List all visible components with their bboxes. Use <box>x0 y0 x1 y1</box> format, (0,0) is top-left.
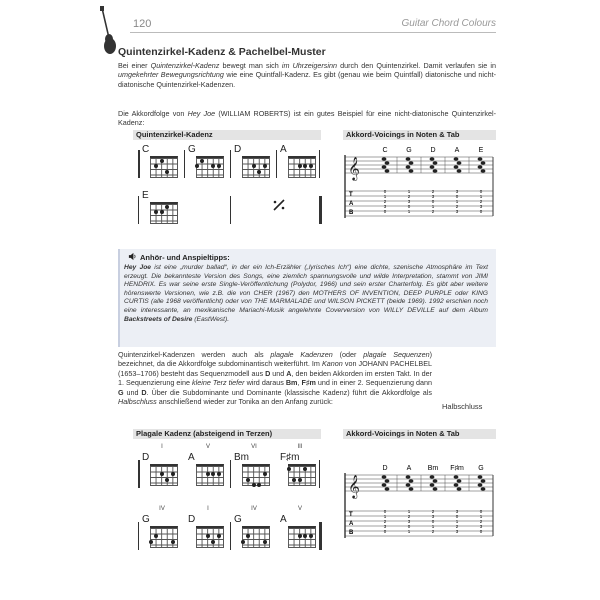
note-head <box>409 487 414 491</box>
tab-number: 1 <box>431 204 435 209</box>
roman-numeral: IV <box>159 506 165 512</box>
tab-number: 2 <box>479 199 483 204</box>
staff <box>345 475 493 536</box>
chord-diagram <box>142 506 182 548</box>
tab-number: 1 <box>431 524 435 529</box>
note-head <box>454 165 459 169</box>
note-head <box>478 157 483 161</box>
tab-letter: T <box>349 512 353 518</box>
tab-number: 3 <box>455 529 459 534</box>
tab-number: 3 <box>407 199 411 204</box>
chord-name: D <box>188 514 196 525</box>
note-head <box>454 483 459 487</box>
note-head <box>457 487 462 491</box>
chord-grid-header-2: Plagale Kadenz (absteigend in Terzen) <box>133 429 321 439</box>
fretboard <box>242 464 270 486</box>
note-head <box>433 161 438 165</box>
note-head <box>385 479 390 483</box>
tab-number: 3 <box>431 514 435 519</box>
fretboard <box>242 526 270 548</box>
tab-letter: A <box>349 201 354 207</box>
tab-letter: B <box>349 210 354 216</box>
note-head <box>382 157 387 161</box>
chord-name: E <box>142 190 149 201</box>
chord-diagram <box>280 444 320 486</box>
tab-number: 0 <box>479 209 483 214</box>
note-head <box>457 169 462 173</box>
note-head <box>478 165 483 169</box>
tab-number: 2 <box>431 509 435 514</box>
notation-chord-label: A <box>454 147 460 154</box>
chord-diagram <box>142 444 182 486</box>
fretboard <box>150 156 178 178</box>
fretboard <box>196 156 224 178</box>
chord-name: Bm <box>234 452 249 463</box>
notation-tab-2 <box>343 461 496 549</box>
chord-name: G <box>142 514 150 525</box>
tab-number: 1 <box>383 194 387 199</box>
notation-chord-label: C <box>382 147 388 154</box>
tab-number: 0 <box>431 199 435 204</box>
fretboard <box>288 526 316 548</box>
chord-name: A <box>188 452 195 463</box>
chord-diagram <box>234 444 274 486</box>
chord-row-1 <box>138 144 320 178</box>
tab-number: 1 <box>479 194 483 199</box>
tab-number: 3 <box>455 509 459 514</box>
chord-diagram <box>188 144 228 178</box>
tab-number: 3 <box>431 194 435 199</box>
tab-number: 1 <box>455 199 459 204</box>
note-head <box>382 165 387 169</box>
note-head <box>433 169 438 173</box>
roman-numeral: III <box>297 444 303 450</box>
guitar-icon <box>98 6 116 56</box>
tab-number: 0 <box>383 209 387 214</box>
notation-chord-label: E <box>478 147 484 154</box>
chord-diagram <box>188 444 228 486</box>
note-head <box>478 475 483 479</box>
chord-row-2 <box>138 190 320 224</box>
note-head <box>433 479 438 483</box>
roman-numeral: IV <box>251 506 257 512</box>
notation-chord-label: G <box>406 147 412 154</box>
tab-number: 3 <box>407 519 411 524</box>
tab-number: 3 <box>383 204 387 209</box>
tab-letter: A <box>349 521 354 527</box>
chord-name: D <box>234 144 242 155</box>
chord-name: A <box>280 514 287 525</box>
note-head <box>406 475 411 479</box>
note-head <box>406 483 411 487</box>
tab-number: 1 <box>455 519 459 524</box>
note-head <box>478 483 483 487</box>
note-head <box>454 157 459 161</box>
chord-grid-header: Quintenzirkel-Kadenz <box>133 130 321 140</box>
fretboard <box>196 464 224 486</box>
tab-number: 0 <box>479 529 483 534</box>
note-head <box>481 169 486 173</box>
roman-numeral: I <box>207 506 209 512</box>
chord-name: G <box>188 144 196 155</box>
notation-chord-label: G <box>478 465 484 472</box>
chord-name: G <box>234 514 242 525</box>
chord-diagram <box>188 506 228 548</box>
note-head <box>409 169 414 173</box>
note-head <box>454 475 459 479</box>
speaker-icon <box>128 252 137 261</box>
note-head <box>385 487 390 491</box>
tips-text: Hey Joe ist eine „murder ballad“, in der ein Ich-Erzähler („lyrisches Ich“) eine dichte, szenische Atmosphäre im Text erzeugt. Die bekannteste Version des Songs, eine ziemlich spannungsvolle und wilde Interpretation, stammt von JIMI HENDRIX. Es war seine erste Single-Veröffentlichung (Polydor, 1966) und sein erster Charterfolg. Es gibt aber weitere hörenswerte Versionen, wie z.B. die von CHER (1967) den MOTHERS OF INVENTION, DEEP PURPLE oder KING CURTIS (alle 1968 veröffentlicht) oder von THE MARMALADE und WILSON PICKETT (beide 1969). 1992 erschien noch eine interessante, an mexikanische Mariachi-Musik angelehnte Coverversion von WILLY DEVILLE auf dem Album Backstreets of Desire (EastWest). <box>124 264 488 323</box>
tab-number: 2 <box>479 519 483 524</box>
chord-diagram <box>142 144 182 178</box>
note-head <box>409 161 414 165</box>
note-head <box>382 475 387 479</box>
notation-chord-label: Bm <box>427 465 439 472</box>
tab-number: 2 <box>455 524 459 529</box>
fretboard <box>150 464 178 486</box>
fretboard <box>288 464 316 486</box>
halbschluss-label: Halbschluss <box>442 402 483 411</box>
tab-letter: B <box>349 530 354 536</box>
plagal-paragraph: Quintenzirkel-Kadenzen werden auch als plagale Kadenzen (oder plagale Sequenzen) bezeichnet, da die Akkordfolge subdominantisch weiterführt. Im Kanon von JOHANN PACHELBEL (1653–1706) besteht das Sequenzmodell aus D und A, den beiden Akkorden im ersten Takt. In der 1. Sequenzierung eine kleine Terz tiefer wird daraus Bm, F♯m und in einer 2. Sequenzierung dann G und D. Über die Subdominante und Dominante (klassische Kadenz) führt die Akkordfolge als Halbschluss anschließend wieder zur Tonika an den Anfang zurück: <box>118 350 432 407</box>
note-head <box>430 475 435 479</box>
tab-number: 1 <box>407 209 411 214</box>
notation-tab-1 <box>343 143 496 229</box>
roman-numeral: VI <box>251 444 257 450</box>
tab-number: 2 <box>431 529 435 534</box>
fretboard <box>150 526 178 548</box>
note-head <box>382 483 387 487</box>
notation-chord-label: F♯m <box>450 465 464 472</box>
chord-name: A <box>280 144 287 155</box>
fretboard <box>150 202 178 224</box>
fretboard <box>242 156 270 178</box>
plagal-chord-row-1 <box>138 444 320 488</box>
tab-number: 0 <box>455 514 459 519</box>
note-head <box>433 487 438 491</box>
tab-number: 2 <box>455 204 459 209</box>
notation-chord-label: A <box>406 465 412 472</box>
tab-number: 1 <box>407 189 411 194</box>
tab-number: 3 <box>383 524 387 529</box>
treble-clef-icon: 𝄞 <box>348 156 360 180</box>
chord-diagram <box>280 144 320 178</box>
roman-numeral: I <box>161 444 163 450</box>
tab-number: 0 <box>383 509 387 514</box>
notation-header-2: Akkord-Voicings in Noten & Tab <box>343 429 496 439</box>
chord-diagram <box>234 144 274 178</box>
note-head <box>385 169 390 173</box>
note-head <box>481 479 486 483</box>
tab-number: 2 <box>383 519 387 524</box>
tab-number: 0 <box>431 519 435 524</box>
tab-number: 3 <box>479 524 483 529</box>
tab-number: 0 <box>407 204 411 209</box>
section-heading: Quintenzirkel-Kadenz & Pachelbel-Muster <box>118 46 326 58</box>
chord-diagram <box>280 506 320 548</box>
tab-number: 2 <box>383 199 387 204</box>
tab-number: 0 <box>383 189 387 194</box>
fretboard <box>288 156 316 178</box>
tab-number: 0 <box>455 194 459 199</box>
tab-number: 0 <box>407 524 411 529</box>
note-head <box>409 479 414 483</box>
tips-title: Anhör- und Anspieltipps: <box>140 253 230 262</box>
tab-number: 3 <box>455 189 459 194</box>
tab-number: 1 <box>407 509 411 514</box>
treble-clef-icon: 𝄞 <box>348 474 360 498</box>
note-head <box>406 157 411 161</box>
tab-number: 2 <box>407 194 411 199</box>
chord-name: F♯m <box>280 452 300 463</box>
tab-letter: T <box>349 192 353 198</box>
roman-numeral: V <box>205 444 210 450</box>
tab-number: 2 <box>431 189 435 194</box>
hey-joe-paragraph: Die Akkordfolge von Hey Joe (WILLIAM ROBERTS) ist ein gutes Beispiel für eine nicht-diatonische Quintenzirkel-Kadenz: <box>118 109 496 128</box>
chord-diagram <box>234 506 274 548</box>
note-head <box>430 483 435 487</box>
note-head <box>430 157 435 161</box>
tab-number: 1 <box>407 529 411 534</box>
tab-number: 0 <box>479 189 483 194</box>
note-head <box>406 165 411 169</box>
note-head <box>385 161 390 165</box>
notation-header: Akkord-Voicings in Noten & Tab <box>343 130 496 140</box>
note-head <box>457 479 462 483</box>
tab-number: 2 <box>407 514 411 519</box>
staff <box>345 157 493 216</box>
note-head <box>481 161 486 165</box>
notation-chords <box>382 465 493 534</box>
running-title: Guitar Chord Colours <box>401 18 496 29</box>
page-number: 120 <box>133 18 152 30</box>
intro-paragraph: Bei einer Quintenzirkel-Kadenz bewegt man sich im Uhrzeigersinn durch den Quintenzirkel. Damit verlaufen sie in umgekehrter Bewegungsrichtung wie eine Quintfall-Kadenz. Es gibt (genau wie beim Quintfall) diatonische und nicht-diatonische Quintenzirkel-Kadenzen. <box>118 61 496 89</box>
tab-number: 3 <box>479 204 483 209</box>
note-head <box>481 487 486 491</box>
note-head <box>457 161 462 165</box>
fretboard <box>196 526 224 548</box>
note-head <box>430 165 435 169</box>
plagal-chord-row-2 <box>138 506 320 550</box>
header-divider <box>130 32 496 33</box>
roman-numeral: V <box>297 506 302 512</box>
tab-number: 1 <box>479 514 483 519</box>
chord-diagram <box>142 190 182 224</box>
tab-number: 0 <box>383 529 387 534</box>
repeat-measure-icon <box>272 198 286 212</box>
chord-name: C <box>142 144 150 155</box>
tab-number: 0 <box>479 509 483 514</box>
notation-chord-label: D <box>382 465 388 472</box>
tab-number: 3 <box>455 209 459 214</box>
tab-number: 1 <box>383 514 387 519</box>
notation-chord-label: D <box>430 147 436 154</box>
tab-number: 2 <box>431 209 435 214</box>
chord-name: D <box>142 452 150 463</box>
